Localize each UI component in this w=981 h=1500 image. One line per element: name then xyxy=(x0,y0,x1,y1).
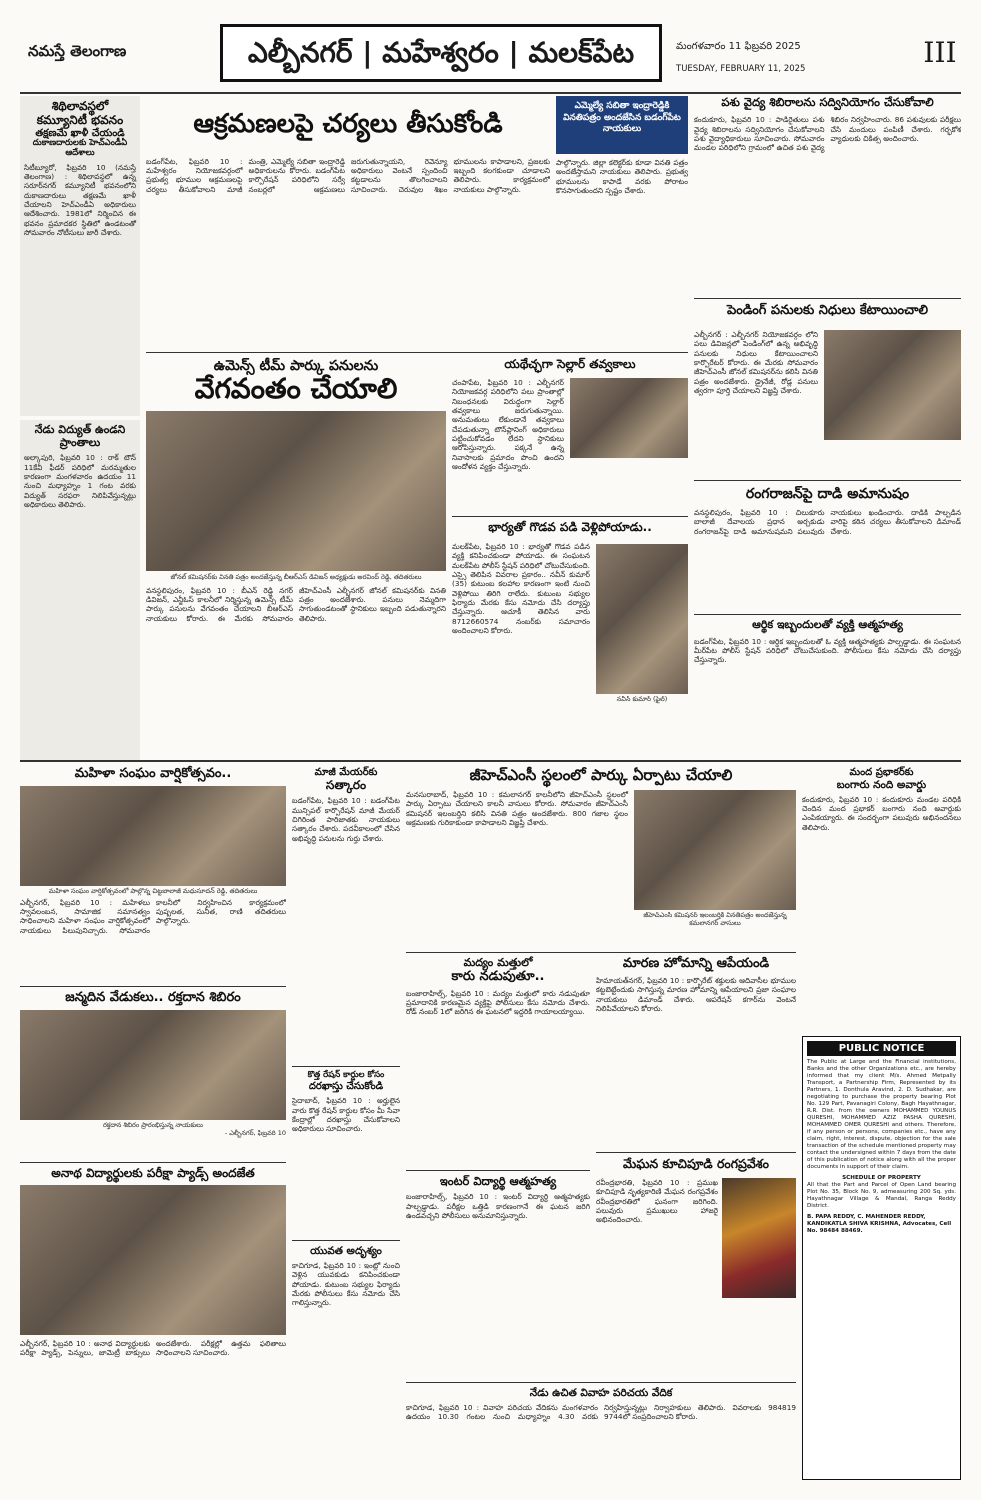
divider xyxy=(20,1162,286,1163)
notice-title: PUBLIC NOTICE xyxy=(807,1041,956,1056)
article-vet-camp xyxy=(694,96,961,296)
subheadline: దుకాణదారులకు హెచ్ఎండీఏ ఆదేశాలు xyxy=(32,138,128,158)
headline: రంగరాజన్‌పై దాడి అమానుషం xyxy=(745,486,910,502)
article-body: రవీంద్రభారతి, ఫిబ్రవరి 10 : ప్రముఖ కూచిపూడి నృత్యకారిణి మేఘన రంగప్రవేశం రవీంద్రభారతిలో ఘనంగా జరిగింది. పలువురు ప్రముఖులు హాజరై అభినందించారు. xyxy=(596,1178,718,1225)
article-body: హిమాయత్‌నగర్, ఫిబ్రవరి 10 : కార్పొరేట్ శక్తులకు ఆదివాసీల భూముల కట్టబెట్టేందుకు సాగిస్తున్న మారణ హోమాన్ని ఆపేయాలని ప్రజా సంఘాల నాయకులు డిమాండ్ చేశారు. ఆపరేషన్ కగార్‌ను వెంటనే నిలిపివేయాలని కోరారు. xyxy=(596,975,796,1013)
article-body: సిటీబ్యూరో, ఫిబ్రవరి 10 (నమస్తే తెలంగాణ) : శిథిలావస్థలో ఉన్న సరూర్‌నగర్ కమ్యూనిటీ భవనంలోని దుకాణదారులు తక్షణమే ఖాళీ చేయాలని హెచ్ఎండీఏ అధికారులు ఆదేశించారు. 1981లో నిర్మించిన ఈ భవనం ప్రమాదకర స్థితిలో ఉండటంతో సోమవారం నోటీసులు జారీ చేశారు. xyxy=(24,162,136,237)
article-body: అల్కాపురి, ఫిబ్రవరి 10 : రాక్ టౌన్ 11కేవీ ఫీడర్ పరిధిలో మరమ్మతుల కారణంగా మంగళవారం ఉదయం 11 నుంచి మధ్యాహ్నం 1 గంట వరకు విద్యుత్ సరఫరా నిలిపివేస్తున్నట్లు అధికారులు తెలిపారు. xyxy=(24,453,136,509)
article-body: ఎల్బీనగర్ : ఎల్బీనగర్ నియోజకవర్గం లోని పలు డివిజన్లలో పెండింగ్‌లో ఉన్న అభివృద్ధి పనులకు నిధులు కేటాయించాలని కార్పొరేటర్ కోరారు. ఈ మేరకు సోమవారం జీహెచ్ఎంసీ జోనల్ కమిషనర్‌ను కలిసి వినతి పత్రం అందజేశారు. డ్రైనేజీ, రోడ్ల పనులు త్వరగా పూర్తి చేయాలని విజ్ఞప్తి చేశారు. xyxy=(694,330,818,395)
article-body: బడంగ్‌పేట, ఫిబ్రవరి 10 : బడంగ్‌పేట మున్సిపల్ కార్పొరేషన్ మాజీ మేయర్ చిగిరింత పారిజాతకు నాయకులు సత్కారం చేశారు. పదవీకాలంలో చేసిన అభివృద్ధి పనులను గుర్తు చేశారు. xyxy=(292,796,400,843)
article-encroachment-continued: పాల్గొన్నారు. జిల్లా కలెక్టర్‌కు కూడా వినతి పత్రం అందజేస్తామని నాయకులు తెలిపారు. ప్రభుత్వ భూములను కాపాడే వరకు పోరాటం కొనసాగుతుందని స్పష్టం చేశారు. xyxy=(556,158,688,195)
public-notice xyxy=(802,1036,961,1480)
headline-line2: కమ్యూనిటీ భవనం xyxy=(36,112,124,127)
divider xyxy=(596,1152,796,1153)
masthead-divider xyxy=(20,92,961,94)
article-stop-massacre xyxy=(596,954,796,1150)
article-encroachment xyxy=(146,96,550,351)
article-body: మనసురాబాద్, ఫిబ్రవరి 10 : కమలానగర్ కాలనీలోని జీహెచ్ఎంసీ స్థలంలో పార్కు ఏర్పాటు చేయాలని కాలనీ వాసులు కోరారు. సోమవారం జీహెచ్ఎంసీ కమిషనర్ ఇలంబర్తిని కలిసి వినతి పత్రం అందజేశారు. 800 గజాల స్థలం ఆక్రమణకు గురికాకుండా కాపాడాలని విజ్ఞప్తి చేశారు. xyxy=(406,790,628,827)
notice-schedule-title: SCHEDULE OF PROPERTY xyxy=(842,1174,921,1181)
headline-line2: వేగవంతం చేయాలి xyxy=(194,372,398,406)
headline: నేడు ఉచిత వివాహ పరిచయ వేదిక xyxy=(529,1387,673,1399)
headline: మహిళా సంఘం వార్షికోత్సవం.. xyxy=(74,766,232,781)
page-number: III xyxy=(923,36,957,69)
article-body: బడంగ్‌పేట, ఫిబ్రవరి 10 : ఆర్థిక ఇబ్బందులతో ఓ వ్యక్తి ఆత్మహత్యకు పాల్పడ్డాడు. ఈ సంఘటన మీర్‌పేట పోలీస్ స్టేషన్ పరిధిలో చోటుచేసుకుంది. పోలీసులు కేసు నమోదు చేసి దర్యాప్తు చేస్తున్నారు. xyxy=(694,636,961,665)
divider xyxy=(452,516,688,517)
article-inter-student xyxy=(406,1172,590,1322)
headline-line1: శిథిలావస్థలో xyxy=(51,99,109,113)
headline-line2: సత్కారం xyxy=(325,777,367,792)
headline: యథేచ్ఛగా సెల్లార్ తవ్వకాలు xyxy=(504,357,636,371)
headline: మేఘన కూచిపూడి రంగప్రవేశం xyxy=(622,1156,770,1171)
brand-name: నమస్తే తెలంగాణ xyxy=(28,42,127,60)
article-missing-man xyxy=(452,518,688,758)
divider xyxy=(406,1382,796,1383)
article-drunk-driving xyxy=(406,954,590,1168)
headline: ఇంటర్ విద్యార్థి ఆత్మహత్య xyxy=(439,1174,557,1188)
photo-women-group xyxy=(20,786,286,886)
headline: యువత అదృశ్యం xyxy=(310,1245,382,1257)
date-telugu: మంగళవారం 11 ఫిబ్రవరి 2025 xyxy=(676,41,801,52)
photo-ghmc-office xyxy=(824,330,961,440)
divider xyxy=(146,352,688,353)
article-body: ఎల్బీనగర్, ఫిబ్రవరి 10 : మహిళలు స్వావలంబన, సామాజిక సమానత్వం సాధించాలని మహిళా సంఘం వార్షికోత్సవంలో నాయకులు పిలుపునిచ్చారు. సోమవారం కాలనీలో నిర్వహించిన కార్యక్రమంలో పుష్పలత, సునీత, రాణి తదితరులు పాల్గొన్నారు. xyxy=(20,897,286,935)
article-body: బడంగ్‌పేట, ఫిబ్రవరి 10 : మహేశ్వరం నియోజకవర్గంలో ప్రభుత్వ భూముల ఆక్రమణలపై చర్యలు తీసుకోవాలని మాజీ మంత్రి, ఎమ్మెల్యే సబితా ఇంద్రారెడ్డి అధికారులను కోరారు. బడంగ్‌పేట కార్పొరేషన్ పరిధిలోని సర్వే నంబర్లలో ఆక్రమణలు జరుగుతున్నాయని, రెవెన్యూ అధికారులు వెంటనే స్పందించి కట్టడాలను తొలగించాలని సూచించారు. చెరువుల శిఖం భూములను కాపాడాలని, ప్రజలకు ఇబ్బంది కలగకుండా చూడాలని తెలిపారు. కార్యక్రమంలో నాయకులు పాల్గొన్నారు. xyxy=(146,156,550,194)
headline: పశు వైద్య శిబిరాలను సద్వినియోగం చేసుకోవాలి xyxy=(721,96,934,109)
headline-line1: మంద ప్రభాకర్‌కు xyxy=(849,767,914,778)
notice-signature: B. PAPA REDDY, C. MAHENDER REDDY, KANDIKATLA SHIVA KRISHNA, Advocates, Cell No. 98484 88469. xyxy=(807,1213,952,1234)
photo-naveen-kumar xyxy=(596,544,688,694)
article-community-hall xyxy=(20,96,140,416)
section-divider xyxy=(20,760,961,762)
article-blood-donation xyxy=(20,988,286,1160)
article-ration-cards xyxy=(292,1068,400,1238)
photo-caption: జీహెచ్ఎంసీ కమిషనర్ ఇలంబర్తికి వినతిపత్రం అందజేస్తున్న కమలానగర్ వాసులు xyxy=(643,912,787,927)
photo-caption: రక్తదాన శిబిరం ప్రారంభిస్తున్న నాయకులు xyxy=(102,1120,204,1129)
divider xyxy=(694,480,961,481)
article-ex-mayor xyxy=(292,764,400,1064)
headline: అనాథ విద్యార్థులకు పరీక్షా ప్యాడ్స్ అందజేత xyxy=(51,1166,255,1180)
headline-line1: మద్యం మత్తులో xyxy=(463,956,533,969)
divider xyxy=(292,1066,400,1067)
article-pending-works xyxy=(694,300,961,478)
article-body: వనస్థలిపురం, ఫిబ్రవరి 10 : చిలుకూరు బాలాజీ దేవాలయ ప్రధాన అర్చకుడు రంగరాజన్‌పై దాడి అమానుషమని పలువురు నాయకులు ఖండించారు. దాడికి పాల్పడిన వారిపై కఠిన చర్యలు తీసుకోవాలని డిమాండ్ చేశారు. xyxy=(694,508,961,536)
section-title: ఎల్బీనగర్ | మహేశ్వరం | మలక్‌పేట xyxy=(247,36,635,69)
headline: ఆర్థిక ఇబ్బందులతో వ్యక్తి ఆత్మహత్య xyxy=(752,618,903,631)
byline: - ఎల్బీనగర్, ఫిబ్రవరి 10 xyxy=(224,1128,286,1137)
photo-dancer xyxy=(722,1178,796,1298)
date-english: TUESDAY, FEBRUARY 11, 2025 xyxy=(676,64,806,74)
article-kuchipudi xyxy=(596,1154,796,1380)
headline-line2: కారు నడుపుతూ.. xyxy=(451,968,545,984)
headline: పెండింగ్ పనులకు నిధులు కేటాయించాలి xyxy=(726,303,929,318)
headline-line3: తక్షణమే ఖాళీ చేయండి xyxy=(35,127,125,139)
divider xyxy=(292,1240,400,1241)
article-youth-missing xyxy=(292,1242,400,1480)
article-body: కందుకూరు, ఫిబ్రవరి 10 : పాడిరైతులు పశు వైద్య శిబిరాలను సద్వినియోగం చేసుకోవాలని పశు వైద్యాధికారులు సూచించారు. సోమవారం మండల పరిధిలోని గ్రామంలో ఉచిత పశు వైద్య శిబిరం నిర్వహించారు. 86 పశువులకు పరీక్షలు చేసి మందులు పంపిణీ చేశారు. గర్భకోశ వ్యాధులకు చికిత్స అందించారు. xyxy=(694,115,961,153)
divider xyxy=(20,986,286,987)
photo-caption: మహిళా సంఘం వార్షికోత్సవంలో పాల్గొన్న చిట్టబాలాజీ మధుసూదన్ రెడ్డి, తదితరులు xyxy=(48,886,258,895)
kicker-text: ఎమ్మెల్యే సబితా ఇంద్రారెడ్డికి వినతిపత్రం అందజేసిన బడంగ్‌పేట నాయకులు xyxy=(563,101,681,135)
headline-line2: బంగారు నంది అవార్డు xyxy=(836,778,927,791)
article-body: కాచిగూడ, ఫిబ్రవరి 10 : ఇంట్లో నుంచి వెళ్లిన యువకుడు కనిపించకుండా పోయాడు. కుటుంబ సభ్యుల ఫిర్యాదు మేరకు పోలీసులు కేసు నమోదు చేసి గాలిస్తున్నారు. xyxy=(292,1261,400,1308)
article-power-cut xyxy=(20,420,140,760)
article-body: కందుకూరు, ఫిబ్రవరి 10 : కందుకూరు మండల పరిధికి చెందిన మంద ప్రభాకర్ బంగారు నంది అవార్డుకు ఎంపికయ్యారు. ఈ సందర్భంగా పలువురు అభినందనలు తెలిపారు. xyxy=(802,794,961,832)
article-rangarajan xyxy=(694,482,961,612)
notice-body: The Public at Large and the Financial institutions, Banks and the other Organizations etc., are hereby informed that my client M/s. Ahmed Metpally Transport, a Partnership Firm, Represented by its Partners, 1. Donthula Aravind, 2. D. Sudhakar, are negotiating to purchase the property bearing Plot No. 129 Part, Pavanagiri Colony, Bagh Hayathnagar, R.R. Dist. from the owners MOHAMMED YOUNUS QURESHI, MOHAMMED AZIZ PASHA QURESHI, MOHAMMED OMER QURESHI and others. Therefore, if any person or persons, companies etc., have any claim, right, interest, dispute, objection for the sale transaction of the schedule mentioned property may contact the undersigned within 7 days from the date of this publication of notice along with all the proper documents in support of their claim. xyxy=(807,1059,956,1170)
divider xyxy=(406,952,796,953)
article-marriage-forum xyxy=(406,1384,796,1480)
kicker-box xyxy=(556,96,688,154)
photo-blood-camp xyxy=(20,1010,286,1120)
headline: ఆక్రమణలపై చర్యలు తీసుకోండి xyxy=(193,109,503,139)
divider xyxy=(694,298,961,299)
article-body: వనస్థలిపురం, ఫిబ్రవరి 10 : బీఎన్ రెడ్డి నగర్ డివిజన్, ఎన్జీఓస్ కాలనీలో నిర్మిస్తున్న ఉమెన్స్ టీమ్ పార్కు పనులను వేగవంతం చేయాలని బీఆర్ఎస్ నాయకులు కోరారు. ఈ మేరకు సోమవారం జీహెచ్ఎంసీ ఎల్బీనగర్ జోనల్ కమిషనర్‌కు వినతి పత్రం అందజేశారు. పనులు నెమ్మదిగా సాగుతుండటంతో స్థానికులు ఇబ్బంది పడుతున్నారని తెలిపారు. xyxy=(146,585,446,623)
article-women-anniversary xyxy=(20,764,286,984)
section-title-banner xyxy=(220,24,662,82)
photo-zonal-commissioner xyxy=(146,411,446,571)
headline-line1: ఉమెన్స్ టీమ్ పార్కు పనులను xyxy=(213,358,379,374)
headline-line2: దరఖాస్తు చేసుకోండి xyxy=(308,1080,384,1092)
article-womens-park xyxy=(146,354,446,758)
article-nandi-award xyxy=(802,764,961,1032)
photo-caption: నవీన్ కుమార్ (ఫైల్) xyxy=(616,696,668,703)
photo-students xyxy=(20,1185,286,1335)
headline: మారణ హోమాన్ని ఆపేయండి xyxy=(622,956,770,971)
headline: భార్యతో గొడవ పడి వెళ్లిపోయాడు.. xyxy=(488,520,652,534)
headline-line1: కొత్త రేషన్ కార్డుల కోసం xyxy=(307,1070,385,1080)
article-body: మలక్‌పేట, ఫిబ్రవరి 10 : భార్యతో గొడవ పడిన వ్యక్తి కనిపించకుండా పోయాడు. ఈ సంఘటన మలక్‌పేట పోలీస్ స్టేషన్ పరిధిలో చోటుచేసుకుంది. ఎస్సై తెలిపిన వివరాల ప్రకారం.. నవీన్ కుమార్ (35) కుటుంబ కలహాల కారణంగా ఇంటి నుంచి వెళ్లిపోయి తిరిగి రాలేదు. కుటుంబ సభ్యుల ఫిర్యాదు మేరకు కేసు నమోదు చేసి దర్యాప్తు చేస్తున్నారు. ఆచూకీ తెలిసిన వారు 8712660574 నంబర్‌కు సమాచారం అందించాలని కోరారు. xyxy=(452,542,590,635)
article-body: సైదాబాద్, ఫిబ్రవరి 10 : అర్హులైన వారు కొత్త రేషన్ కార్డుల కోసం మీ సేవా కేంద్రాల్లో దరఖాస్తు చేసుకోవాలని అధికారులు సూచించారు. xyxy=(292,1096,400,1134)
article-body: కాచిగూడ, ఫిబ్రవరి 10 : వివాహ పరిచయ వేదికను మంగళవారం ఉదయం 10.30 గంటల నుంచి మధ్యాహ్నం 4.30 వరకు నిర్వహిస్తున్నట్లు నిర్వాహకులు తెలిపారు. వివరాలకు 984819 9744లో సంప్రదించాలని కోరారు. xyxy=(406,1403,796,1422)
notice-schedule: All that the Part and Parcel of Open Land bearing Plot No. 35, Block No. 9, admeasuring 200 Sq. yds. Hayathnagar Village & Mandal, Ranga Reddy District. xyxy=(807,1181,956,1209)
divider xyxy=(694,614,961,615)
divider xyxy=(406,1170,590,1171)
headline-line1: మాజీ మేయర్‌కు xyxy=(314,767,378,778)
masthead xyxy=(0,0,981,92)
article-body: చంపాపేట, ఫిబ్రవరి 10 : ఎల్బీనగర్ నియోజకవర్గ పరిధిలోని పలు ప్రాంతాల్లో నిబంధనలకు విరుద్ధంగా సెల్లార్ తవ్వకాలు జరుగుతున్నాయి. అనుమతులు లేకుండానే తవ్వకాలు చేపడుతున్నా టౌన్‌ప్లానింగ్ అధికారులు పట్టించుకోవడం లేదని స్థానికులు ఆరోపిస్తున్నారు. పక్కనే ఉన్న నివాసాలకు ప్రమాదం పొంచి ఉందని ఆందోళన వ్యక్తం చేస్తున్నారు. xyxy=(452,378,564,471)
headline: జన్మదిన వేడుకలు.. రక్తదాన శిబిరం xyxy=(65,990,241,1005)
article-ghmc-park xyxy=(406,764,796,950)
photo-cellar xyxy=(570,378,688,458)
article-suicide-financial xyxy=(694,616,961,758)
article-exam-pads xyxy=(20,1164,286,1480)
photo-ghmc-commissioner xyxy=(634,790,796,910)
article-cellar xyxy=(452,354,688,514)
article-body: బంజారాహిల్స్, ఫిబ్రవరి 10 : మద్యం మత్తులో కారు నడుపుతూ ప్రమాదానికి కారణమైన వ్యక్తిపై పోలీసులు కేసు నమోదు చేశారు. రోడ్ నంబర్ 1లో జరిగిన ఈ ఘటనలో ఇద్దరికి గాయాలయ్యాయి. xyxy=(406,988,590,1017)
headline: నేడు విద్యుత్ ఉండని ప్రాంతాలు xyxy=(34,423,126,449)
photo-caption: జోనల్ కమిషనర్‌కు వినతి పత్రం అందజేస్తున్న బీఆర్ఎస్ డివిజన్ అధ్యక్షుడు అరవింద్ రెడ్డి, తదితరులు xyxy=(170,572,422,581)
article-body: బంజారాహిల్స్, ఫిబ్రవరి 10 : ఇంటర్ విద్యార్థి ఆత్మహత్యకు పాల్పడ్డాడు. పరీక్షల ఒత్తిడి కారణంగానే ఈ ఘటన జరిగి ఉండవచ్చని పోలీసులు అనుమానిస్తున్నారు. xyxy=(406,1192,590,1220)
article-body: ఎల్బీనగర్, ఫిబ్రవరి 10 : అనాథ విద్యార్థులకు పరీక్షా ప్యాడ్స్, పెన్నులు, జామెట్రీ బాక్సులు అందజేశారు. పరీక్షల్లో ఉత్తమ ఫలితాలు సాధించాలని సూచించారు. xyxy=(20,1338,286,1358)
headline: జీహెచ్ఎంసీ స్థలంలో పార్కు ఏర్పాటు చేయాలి xyxy=(469,766,733,784)
